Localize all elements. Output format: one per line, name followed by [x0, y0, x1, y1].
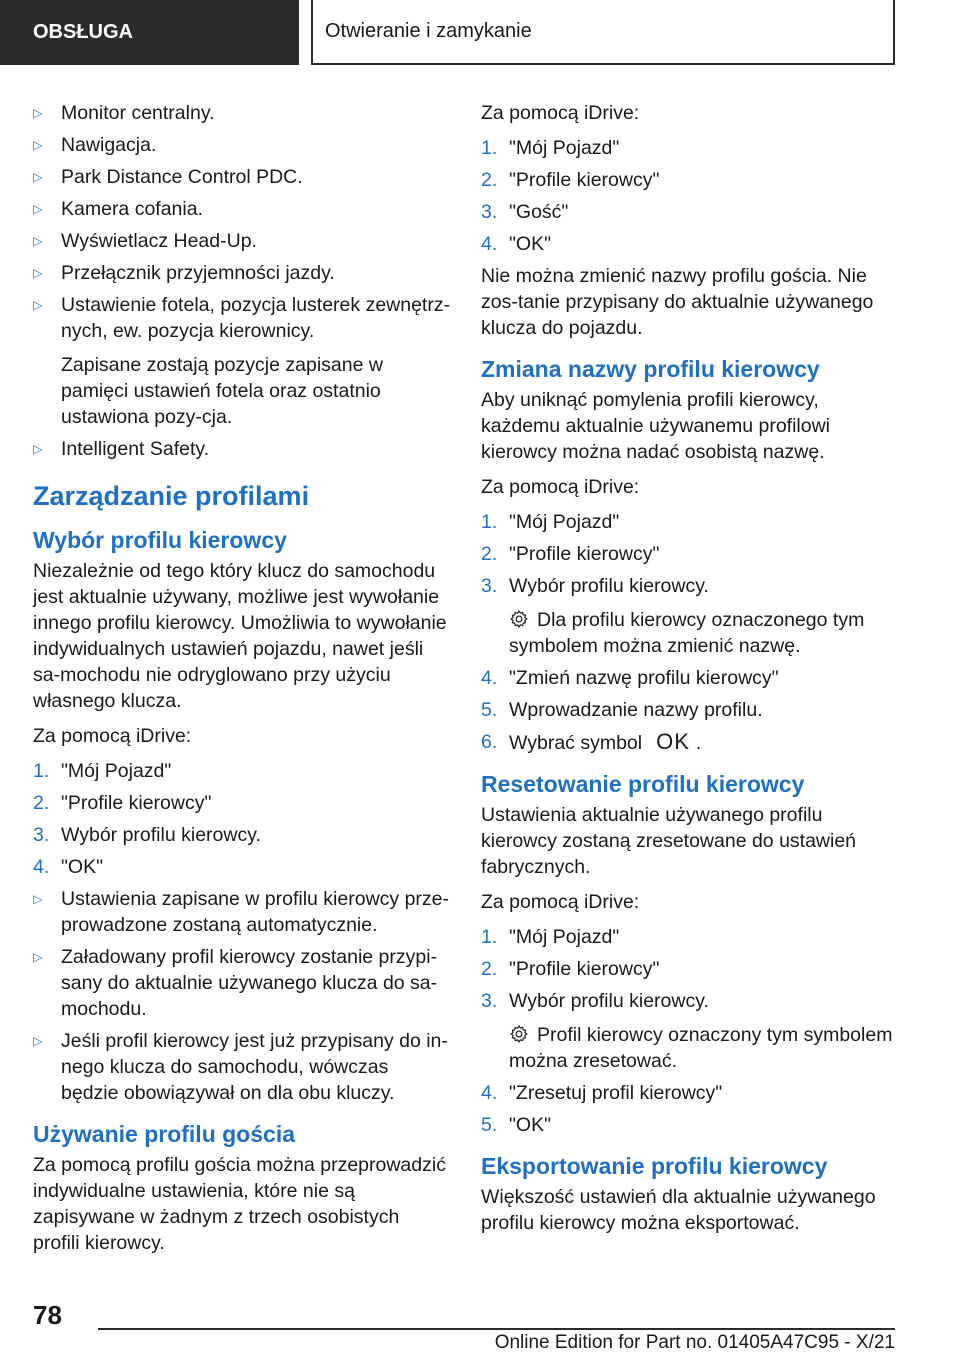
- list-item: ▷ Park Distance Control PDC.: [33, 166, 303, 188]
- step-item: 1. "Mój Pojazd": [481, 926, 620, 948]
- triangle-bullet-icon: ▷: [33, 298, 43, 312]
- step-note: Dla profilu kierowcy oznaczonego tym symbolem można zmienić nazwę.: [509, 609, 865, 657]
- subsection-heading: Zmiana nazwy profilu kierowcy: [481, 356, 820, 382]
- step-item: 6. Wybrać symbol OK .: [481, 729, 702, 754]
- step-item: 1. "Mój Pojazd": [481, 511, 620, 533]
- step-item: 4. "OK": [481, 233, 552, 255]
- list-item: ▷ Załadowany profil kierowcy zostanie przypi-sany do aktualnie używanego klucza do sa-mochodu.: [33, 946, 438, 1020]
- section-heading: Zarządzanie profilami: [33, 481, 310, 511]
- footer-edition: Online Edition for Part no. 01405A47C95 - X/21: [494, 1332, 895, 1353]
- step-item: 3. "Gość": [481, 201, 569, 223]
- gear-icon: [509, 609, 529, 629]
- step-item: 2. "Profile kierowcy": [481, 169, 660, 191]
- step-item: 2. "Profile kierowcy": [481, 958, 660, 980]
- step-list: [33, 758, 451, 880]
- triangle-bullet-icon: ▷: [33, 266, 43, 280]
- step-list: [481, 924, 899, 1138]
- paragraph: Za pomocą iDrive:: [481, 102, 640, 124]
- feature-list: [33, 100, 451, 462]
- paragraph: Za pomocą iDrive:: [481, 476, 640, 498]
- paragraph: Większość ustawień dla aktualnie używanego profilu kierowcy można eksportować.: [481, 1186, 876, 1234]
- step-item: 3. Wybór profilu kierowcy.: [33, 824, 261, 846]
- triangle-bullet-icon: ▷: [33, 892, 43, 906]
- step-item: 5. "OK": [481, 1114, 552, 1136]
- footer-divider: [98, 1328, 895, 1330]
- triangle-bullet-icon: ▷: [33, 1034, 43, 1048]
- list-item: ▷ Monitor centralny.: [33, 102, 215, 124]
- list-item: ▷ Przełącznik przyjemności jazdy.: [33, 262, 335, 284]
- list-item: ▷ Kamera cofania.: [33, 198, 203, 220]
- subsection-heading: Używanie profilu gościa: [33, 1121, 295, 1147]
- step-item: 2. "Profile kierowcy": [481, 543, 660, 565]
- step-note: Profil kierowcy oznaczony tym symbolem można zresetować.: [509, 1024, 893, 1072]
- subsection-heading: Resetowanie profilu kierowcy: [481, 771, 805, 797]
- list-item: ▷ Ustawienia zapisane w profilu kierowcy prze-prowadzone zostaną automatycznie.: [33, 888, 449, 936]
- chapter-tab: [311, 0, 895, 65]
- section-tab: [0, 0, 299, 65]
- step-item: 4. "OK": [33, 856, 104, 878]
- paragraph: Za pomocą iDrive:: [481, 891, 640, 913]
- triangle-bullet-icon: ▷: [33, 234, 43, 248]
- step-item: 4. "Zresetuj profil kierowcy": [481, 1082, 723, 1104]
- triangle-bullet-icon: ▷: [33, 106, 43, 120]
- paragraph: Za pomocą iDrive:: [33, 725, 192, 747]
- paragraph: Nie można zmienić nazwy profilu gościa. Nie zos-tanie przypisany do aktualnie używanego klucza do pojazdu.: [481, 265, 874, 339]
- triangle-bullet-icon: ▷: [33, 442, 43, 456]
- triangle-bullet-icon: ▷: [33, 170, 43, 184]
- paragraph: Ustawienia aktualnie używanego profilu kierowcy zostaną zresetowane do ustawień fabrycznych.: [481, 804, 857, 878]
- list-item: ▷ Intelligent Safety.: [33, 438, 210, 460]
- list-item: ▷ Jeśli profil kierowcy jest już przypisany do in-nego klucza do samochodu, wówczas będzie obowiązywał on dla obu kluczy.: [33, 1030, 448, 1104]
- triangle-bullet-icon: ▷: [33, 138, 43, 152]
- paragraph: Za pomocą profilu gościa można przeprowadzić indywidualne ustawienia, które nie są zapisywane w żadnym z trzech osobistych profili kierowcy.: [33, 1154, 446, 1254]
- paragraph: Aby uniknąć pomylenia profili kierowcy, każdemu aktualnie używanemu profilowi kierowcy można nadać osobistą nazwę.: [481, 389, 831, 463]
- list-item: ▷ Ustawienie fotela, pozycja lusterek zewnętrz-nych, ew. pozycja kierownicy. Zapisane zostają pozycje zapisane w pamięci ustawień fotela oraz ostatnio ustawiona pozy-cja.: [33, 294, 451, 428]
- triangle-bullet-icon: ▷: [33, 202, 43, 216]
- step-item: 3. Wybór profilu kierowcy. Dla profilu kierowcy oznaczonego tym symbolem można zmienić nazwę.: [481, 573, 899, 659]
- step-item: 1. "Mój Pojazd": [33, 760, 172, 782]
- left-column: [33, 100, 451, 1265]
- gear-icon: [509, 1024, 529, 1044]
- triangle-bullet-icon: ▷: [33, 950, 43, 964]
- subsection-heading: Eksportowanie profilu kierowcy: [481, 1153, 828, 1179]
- list-item: ▷ Nawigacja.: [33, 134, 157, 156]
- step-item: 4. "Zmień nazwę profilu kierowcy": [481, 667, 779, 689]
- step-item: 5. Wprowadzanie nazwy profilu.: [481, 699, 763, 721]
- list-item-note: Zapisane zostają pozycje zapisane w pamięci ustawień fotela oraz ostatnio ustawiona pozy-cja.: [61, 354, 383, 428]
- note-list: [33, 886, 451, 1106]
- ok-symbol-icon: OK: [656, 729, 690, 754]
- chapter-title: Otwieranie i zamykanie: [325, 20, 532, 42]
- section-title: OBSŁUGA: [33, 21, 133, 43]
- page-number: 78: [33, 1300, 62, 1330]
- step-item: 1. "Mój Pojazd": [481, 137, 620, 159]
- step-list: [481, 135, 899, 257]
- paragraph: Niezależnie od tego który klucz do samochodu jest aktualnie używany, możliwe jest wywołanie innego profilu kierowcy. Umożliwia to wywołanie indywidualnych ustawień pojazdu, nawet jeśli sa-mochodu nie odryglowano przy użyciu własnego klucza.: [33, 560, 447, 712]
- right-column: [481, 100, 899, 1245]
- step-list: [481, 509, 899, 756]
- step-item: 3. Wybór profilu kierowcy. Profil kierowcy oznaczony tym symbolem można zresetować.: [481, 988, 899, 1074]
- list-item: ▷ Wyświetlacz Head-Up.: [33, 230, 257, 252]
- subsection-heading: Wybór profilu kierowcy: [33, 527, 287, 553]
- step-item: 2. "Profile kierowcy": [33, 792, 212, 814]
